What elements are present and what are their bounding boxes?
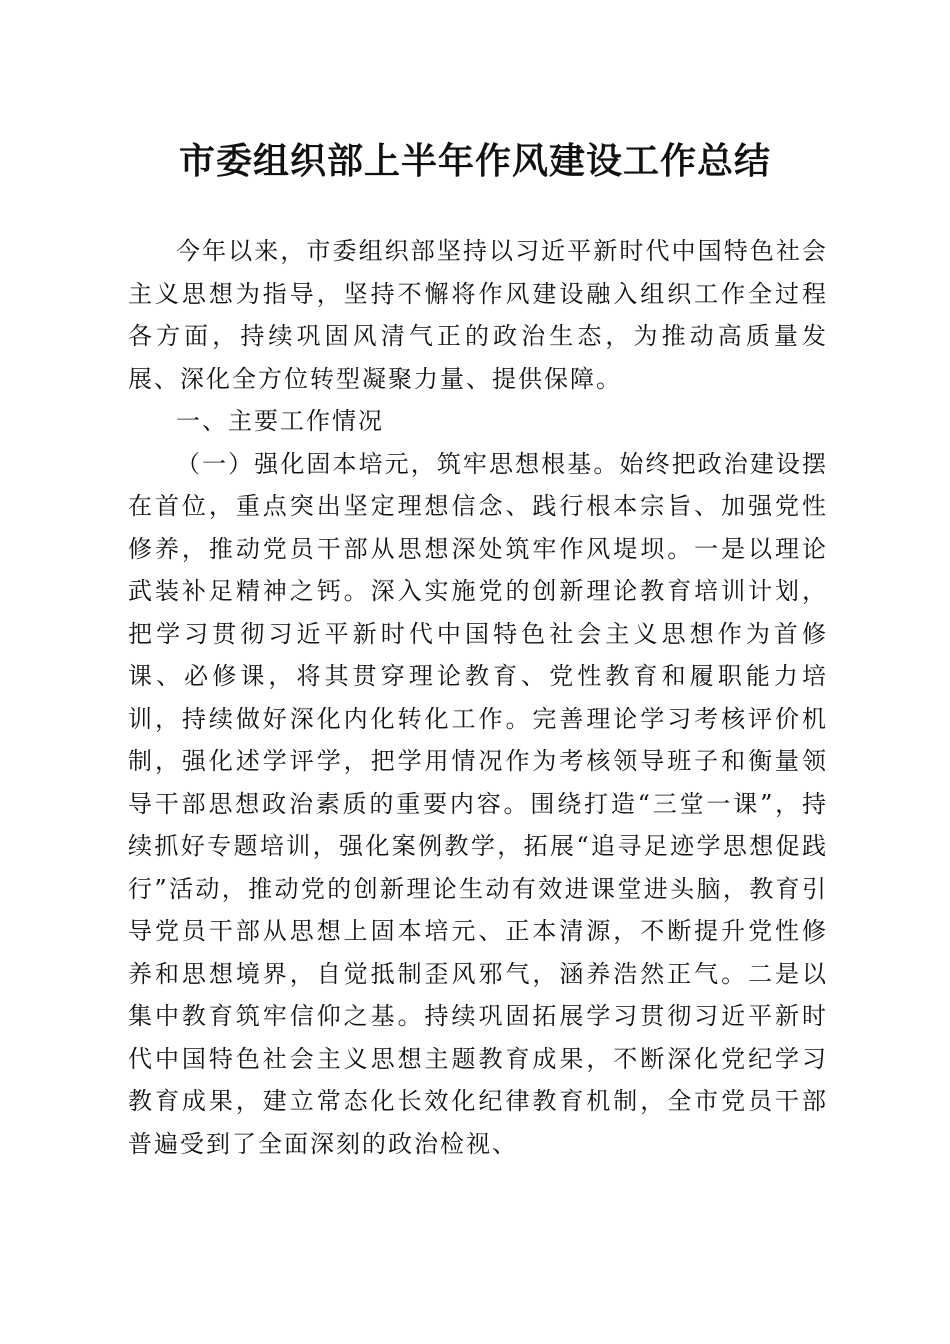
subsection-paragraph [128,443,828,1166]
section-heading: 一、主要工作情况 [176,407,384,435]
intro-paragraph: 今年以来，市委组织部坚持以习近平新时代中国特色社会主义思想为指导，坚持不懈将作风建设融入组织工作全过程各方面，持续巩固风清气正的政治生态，为推动高质量发展、深化全方位转型凝聚力量、提供保障。 [128,237,828,393]
subsection-body: 始终把政治建设摆在首位，重点突出坚定理想信念、践行根本宗旨、加强党性修养，推动党员干部从思想深处筑牢作风堤坝。一是以理论武装补足精神之钙。深入实施党的创新理论教育培训计划，把学习贯彻习近平新时代中国特色社会主义思想作为首修课、必修课，将其贯穿理论教育、党性教育和履职能力培训，持续做好深化内化转化工作。完善理论学习考核评价机制，强化述学评学，把学用情况作为考核领导班子和衡量领导干部思想政治素质的重要内容。围绕打造“三堂一课”，持续抓好专题培训，强化案例教学，拓展“追寻足迹学思想促践行”活动，推动党的创新理论生动有效进课堂进头脑，教育引导党员干部从思想上固本培元、正本清源，不断提升党性修养和思想境界，自觉抵制歪风邪气，涵养浩然正气。二是以集中教育筑牢信仰之基。持续巩固拓展学习贯彻习近平新时代中国特色社会主义思想主题教育成果，不断深化党纪学习教育成果，建立常态化长效化纪律教育机制，全市党员干部普遍受到了全面深刻的政治检视、 [128,449,829,1158]
document-body [128,230,828,1165]
subsection-heading: （一）强化固本培元，筑牢思想根基。 [176,449,620,478]
document-title: 市委组织部上半年作风建设工作总结 [178,140,771,182]
